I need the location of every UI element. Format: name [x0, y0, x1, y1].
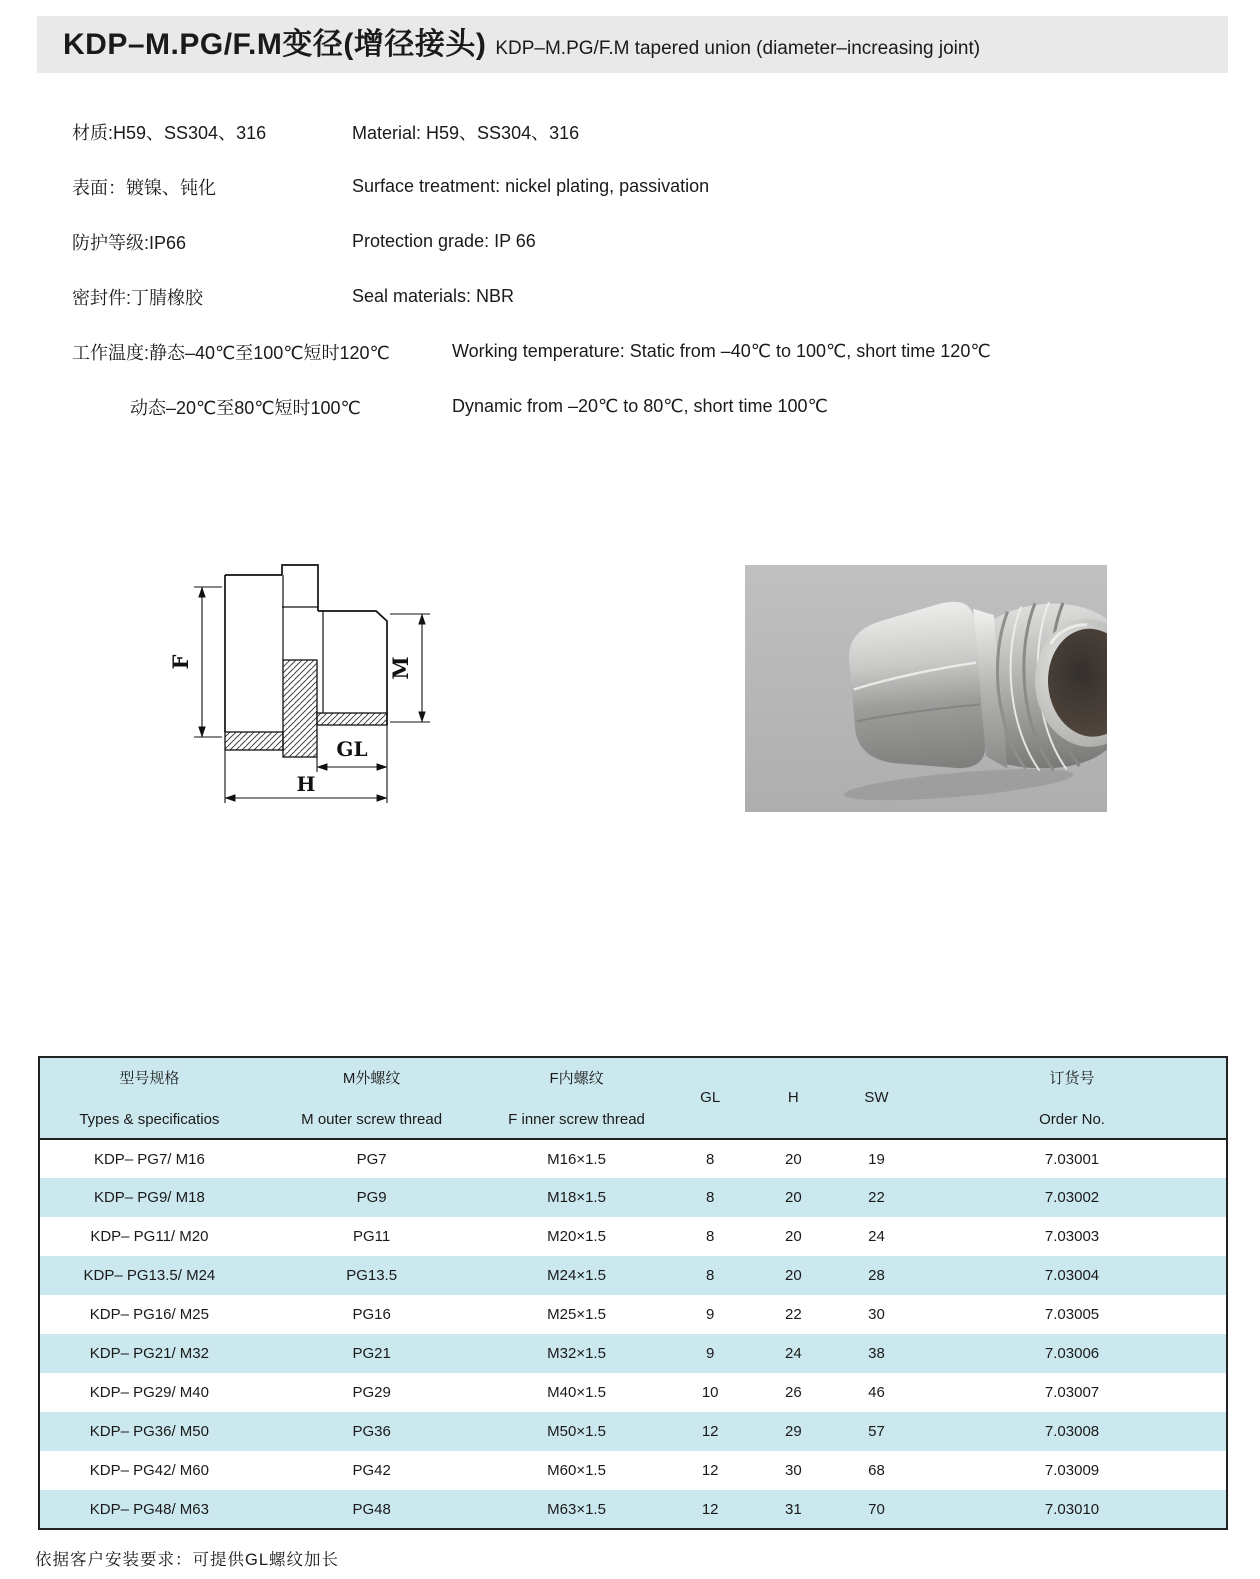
- table-cell: 7.03006: [1044, 1345, 1100, 1362]
- table-cell: 26: [785, 1384, 802, 1401]
- column-header: H: [787, 1089, 799, 1106]
- table-cell: 24: [868, 1228, 885, 1245]
- table-cell: KDP– PG11/ M20: [90, 1228, 209, 1245]
- spec-row: [72, 269, 1192, 324]
- table-cell: KDP– PG36/ M50: [89, 1423, 209, 1440]
- table-body: [39, 1139, 1227, 1529]
- table-cell: M20×1.5: [547, 1228, 606, 1245]
- table-cell: M25×1.5: [547, 1306, 606, 1323]
- table-cell: 20: [785, 1228, 802, 1245]
- table-cell: 31: [785, 1500, 802, 1518]
- spec-row: [72, 379, 1192, 434]
- table-cell: 8: [706, 1150, 715, 1168]
- table-row: [39, 1451, 1227, 1490]
- table-cell: 7.03002: [1044, 1189, 1100, 1206]
- spec-row: [72, 214, 1192, 269]
- table-cell: 7.03008: [1044, 1423, 1100, 1440]
- table-cell: 9: [706, 1345, 715, 1362]
- table-cell: 7.03004: [1044, 1267, 1100, 1284]
- table-cell: 22: [785, 1306, 802, 1323]
- table-cell: 19: [868, 1150, 885, 1168]
- table-cell: KDP– PG16/ M25: [89, 1306, 209, 1323]
- table-cell: KDP– PG48/ M63: [89, 1500, 209, 1518]
- table-cell: 7.03007: [1044, 1384, 1100, 1401]
- title-bar: [37, 16, 1228, 73]
- technical-drawing: [150, 548, 470, 823]
- table-cell: 8: [706, 1189, 715, 1206]
- table-cell: 12: [701, 1423, 719, 1440]
- table-cell: KDP– PG13.5/ M24: [83, 1267, 216, 1284]
- table-cell: 70: [868, 1500, 885, 1518]
- table-row: [39, 1178, 1227, 1217]
- column-header: 订货号 Order No.: [1039, 1070, 1105, 1128]
- table-row: [39, 1412, 1227, 1451]
- table-cell: 24: [785, 1345, 802, 1362]
- table-cell: 8: [706, 1267, 715, 1284]
- table-cell: PG21: [352, 1345, 391, 1362]
- product-photo: [745, 565, 1107, 812]
- table-cell: 12: [701, 1500, 719, 1518]
- column-header: F内螺纹 F inner screw thread: [508, 1070, 645, 1128]
- table-cell: PG36: [352, 1423, 391, 1440]
- table-cell: 68: [868, 1462, 885, 1479]
- table-cell: 7.03005: [1044, 1306, 1100, 1323]
- spec-table: [38, 1056, 1228, 1530]
- table-cell: M40×1.5: [547, 1384, 606, 1401]
- spec-label-zh: 材质:H59、SS304、316: [72, 122, 267, 143]
- specs-list: [72, 104, 1192, 434]
- table-cell: M60×1.5: [547, 1462, 606, 1479]
- spec-label-en: Protection grade: IP 66: [352, 231, 536, 251]
- table-cell: 10: [701, 1384, 719, 1401]
- spec-label-zh: 密封件:丁腈橡胶: [72, 287, 204, 308]
- table-cell: 7.03010: [1044, 1500, 1100, 1518]
- spec-row: [72, 159, 1192, 214]
- spec-label-en: Seal materials: NBR: [352, 286, 515, 306]
- table-head: [39, 1057, 1227, 1139]
- table-cell: 20: [785, 1267, 802, 1284]
- table-row: [39, 1373, 1227, 1412]
- table-row: [39, 1139, 1227, 1178]
- table-row: [39, 1490, 1227, 1529]
- table-header-row: [39, 1057, 1227, 1139]
- table-cell: M63×1.5: [547, 1500, 606, 1518]
- page-title-en: KDP–M.PG/F.M tapered union (diameter–increasing joint): [495, 38, 981, 59]
- spec-label-en: Material: H59、SS304、316: [352, 122, 580, 143]
- table-cell: M32×1.5: [547, 1345, 606, 1362]
- table-row: [39, 1256, 1227, 1295]
- table-cell: 12: [701, 1462, 719, 1479]
- table-cell: M18×1.5: [547, 1189, 606, 1206]
- table-cell: KDP– PG9/ M18: [93, 1189, 205, 1206]
- table-cell: 20: [785, 1189, 802, 1206]
- table-cell: 8: [706, 1228, 715, 1245]
- column-header: SW: [864, 1089, 889, 1106]
- table-cell: 46: [868, 1384, 885, 1401]
- table-cell: M16×1.5: [547, 1150, 606, 1168]
- table-cell: 30: [868, 1306, 885, 1323]
- table-cell: KDP– PG7/ M16: [93, 1150, 205, 1168]
- table-cell: PG42: [352, 1462, 391, 1479]
- table-cell: PG13.5: [346, 1267, 398, 1284]
- table-cell: 7.03003: [1044, 1228, 1100, 1245]
- dim-label-f: F: [168, 654, 193, 670]
- spec-label-en: Working temperature: Static from –40℃ to 100℃, short time 120℃: [452, 341, 991, 361]
- spec-label-zh: 工作温度:静态–40℃至100℃短时120℃: [72, 342, 390, 363]
- spec-row: [72, 324, 1192, 379]
- table-cell: 38: [868, 1345, 885, 1362]
- table-cell: PG9: [356, 1189, 387, 1206]
- table-cell: 30: [785, 1462, 802, 1479]
- spec-label-en: Surface treatment: nickel plating, passivation: [352, 176, 710, 196]
- table-cell: 20: [785, 1150, 802, 1168]
- table-cell: KDP– PG21/ M32: [89, 1345, 209, 1362]
- table-cell: 7.03009: [1044, 1462, 1100, 1479]
- table-cell: 28: [868, 1267, 885, 1284]
- table-cell: M24×1.5: [547, 1267, 606, 1284]
- table-cell: 7.03001: [1044, 1150, 1100, 1168]
- table-cell: 29: [785, 1423, 802, 1440]
- page-title-zh: KDP–M.PG/F.M变径(增径接头): [63, 28, 487, 61]
- spec-label-en: Dynamic from –20℃ to 80℃, short time 100℃: [452, 396, 828, 416]
- dim-label-gl: GL: [336, 737, 368, 761]
- footer-note: 依据客户安装要求：可提供GL螺纹加长: [35, 1551, 340, 1569]
- table-cell: KDP– PG29/ M40: [89, 1384, 209, 1401]
- table-row: [39, 1217, 1227, 1256]
- spec-row: [72, 104, 1192, 159]
- table-cell: PG48: [352, 1500, 391, 1518]
- table-cell: PG16: [352, 1306, 391, 1323]
- dim-label-m: M: [388, 656, 413, 680]
- table-cell: KDP– PG42/ M60: [89, 1462, 209, 1479]
- table-cell: 22: [868, 1189, 885, 1206]
- table-cell: PG29: [352, 1384, 391, 1401]
- table-row: [39, 1295, 1227, 1334]
- table-cell: 57: [868, 1423, 885, 1440]
- table-cell: PG7: [356, 1150, 387, 1168]
- table-cell: PG11: [353, 1228, 391, 1245]
- spec-label-zh: 表面：镀镍、钝化: [72, 177, 216, 198]
- spec-label-zh: 动态–20℃至80℃短时100℃: [130, 397, 361, 418]
- column-header: GL: [700, 1089, 721, 1106]
- table-cell: 9: [706, 1306, 715, 1323]
- table-cell: M50×1.5: [547, 1423, 606, 1440]
- spec-label-zh: 防护等级:IP66: [72, 232, 187, 253]
- table-row: [39, 1334, 1227, 1373]
- dim-label-h: H: [296, 772, 316, 796]
- column-header: M外螺纹 M outer screw thread: [301, 1070, 443, 1128]
- column-header: 型号规格 Types & specificatios: [79, 1070, 220, 1128]
